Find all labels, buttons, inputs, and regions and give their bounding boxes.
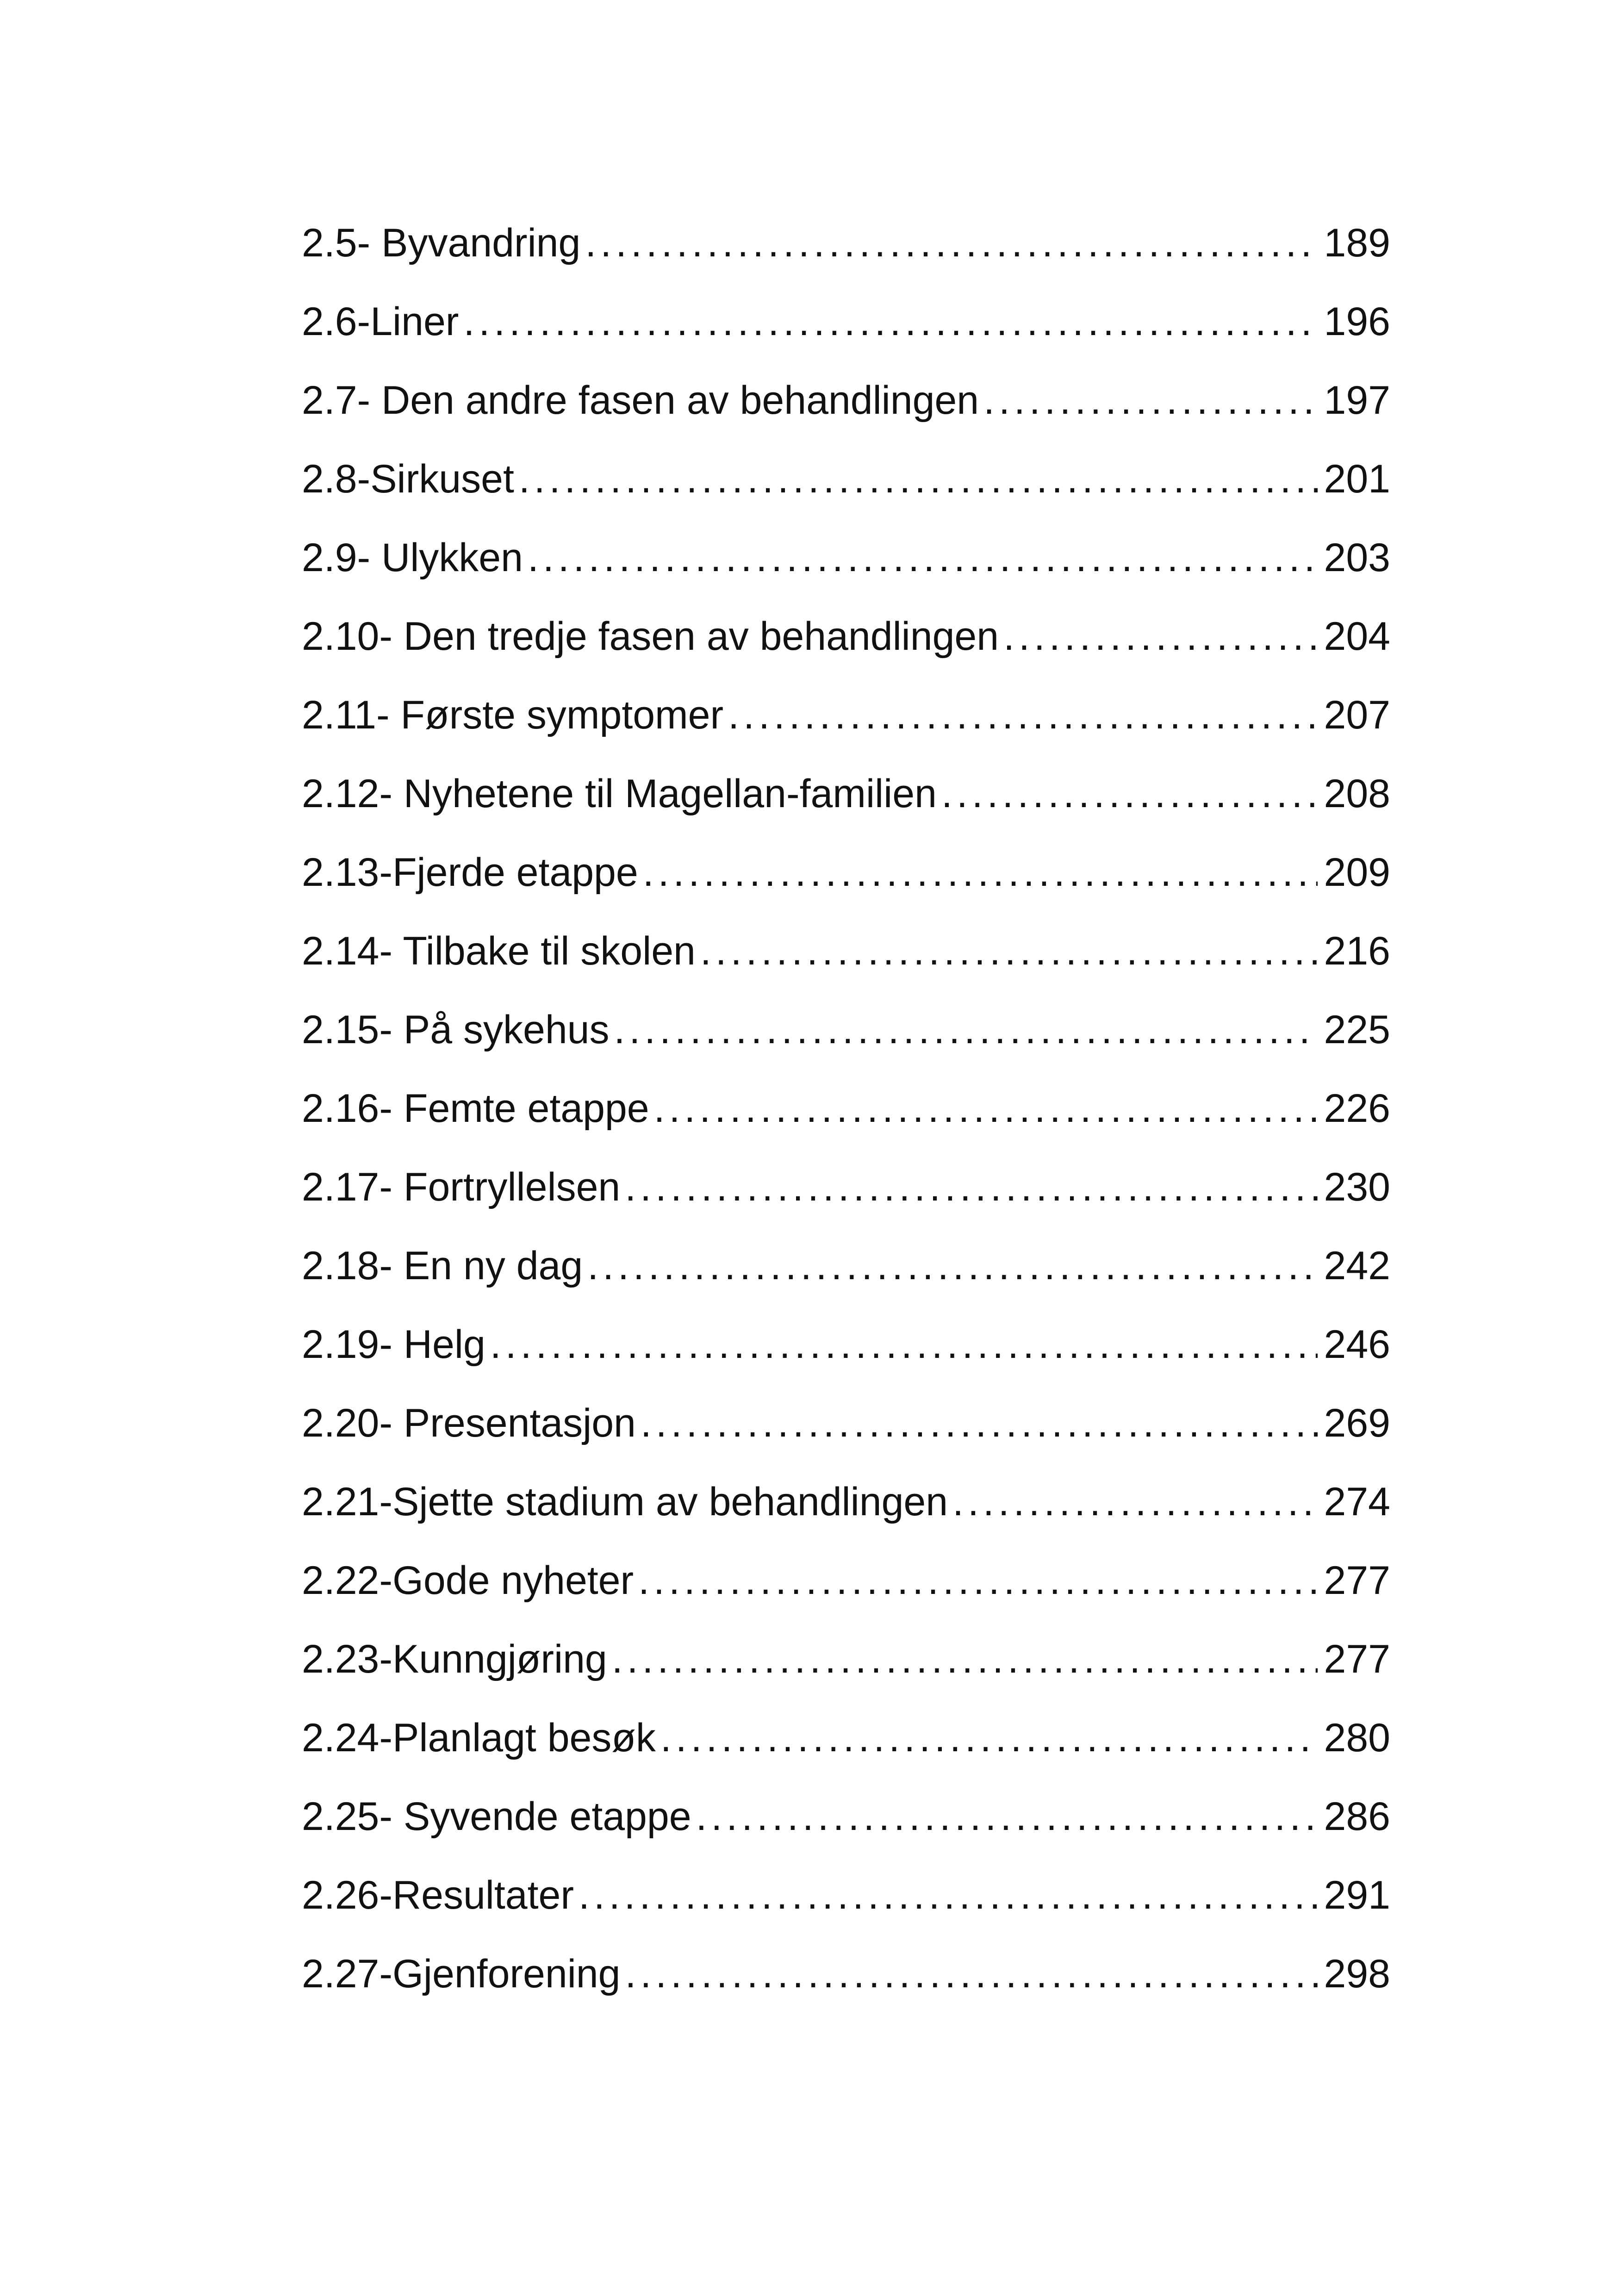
toc-leader-dots — [952, 1462, 1317, 1541]
toc-leader-dots — [696, 1777, 1318, 1856]
toc-entry-title: 2.17- Fortryllelsen — [302, 1165, 621, 1209]
toc-leader-dots — [660, 1699, 1318, 1777]
toc-entry-title: 2.27-Gjenforening — [302, 1952, 621, 1996]
toc-entry-title: 2.24-Planlagt besøk — [302, 1716, 656, 1760]
toc-entry-page: 216 — [1324, 929, 1390, 973]
toc-entry[interactable] — [302, 440, 1390, 518]
toc-entry-title: 2.14- Tilbake til skolen — [302, 929, 696, 973]
toc-entry-page: 277 — [1324, 1637, 1390, 1681]
toc-entry-title: 2.8-Sirkuset — [302, 457, 514, 501]
table-of-contents — [302, 204, 1390, 2013]
toc-entry[interactable] — [302, 1148, 1390, 1226]
toc-entry-page: 203 — [1324, 535, 1390, 580]
toc-leader-dots — [625, 1935, 1317, 2013]
toc-entry[interactable] — [302, 204, 1390, 282]
toc-entry-page: 286 — [1324, 1794, 1390, 1839]
toc-entry[interactable] — [302, 1620, 1390, 1699]
toc-entry-page: 277 — [1324, 1558, 1390, 1603]
toc-entry[interactable] — [302, 1541, 1390, 1620]
toc-entry-title: 2.21-Sjette stadium av behandlingen — [302, 1480, 948, 1524]
toc-entry[interactable] — [302, 1699, 1390, 1777]
toc-leader-dots — [700, 912, 1318, 990]
toc-leader-dots — [941, 754, 1318, 833]
toc-entry-title: 2.19- Helg — [302, 1322, 485, 1367]
toc-entry-page: 209 — [1324, 850, 1390, 895]
toc-entry-page: 197 — [1324, 378, 1390, 423]
toc-entry[interactable] — [302, 518, 1390, 597]
toc-entry-page: 201 — [1324, 457, 1390, 501]
toc-leader-dots — [579, 1856, 1318, 1935]
toc-entry-page: 230 — [1324, 1165, 1390, 1209]
toc-entry-page: 196 — [1324, 299, 1390, 344]
toc-leader-dots — [643, 833, 1318, 912]
toc-leader-dots — [587, 1226, 1317, 1305]
toc-entry[interactable] — [302, 597, 1390, 676]
toc-entry[interactable] — [302, 833, 1390, 912]
toc-entry-title: 2.7- Den andre fasen av behandlingen — [302, 378, 979, 423]
toc-entry-title: 2.16- Femte etappe — [302, 1086, 649, 1131]
toc-entry-title: 2.15- På sykehus — [302, 1008, 610, 1052]
toc-leader-dots — [463, 282, 1317, 361]
toc-entry-page: 189 — [1324, 221, 1390, 265]
toc-leader-dots — [625, 1148, 1317, 1226]
toc-entry-page: 208 — [1324, 772, 1390, 816]
toc-entry[interactable] — [302, 361, 1390, 440]
toc-entry[interactable] — [302, 1856, 1390, 1935]
toc-entry-page: 269 — [1324, 1401, 1390, 1445]
toc-entry-title: 2.12- Nyhetene til Magellan-familien — [302, 772, 937, 816]
toc-entry-page: 225 — [1324, 1008, 1390, 1052]
toc-entry[interactable] — [302, 1777, 1390, 1856]
toc-entry-title: 2.10- Den tredje fasen av behandlingen — [302, 614, 999, 659]
toc-leader-dots — [654, 1069, 1318, 1148]
toc-entry-title: 2.6-Liner — [302, 299, 459, 344]
toc-leader-dots — [638, 1541, 1317, 1620]
toc-leader-dots — [1003, 597, 1317, 676]
toc-entry-page: 291 — [1324, 1873, 1390, 1917]
toc-entry-page: 246 — [1324, 1322, 1390, 1367]
toc-leader-dots — [612, 1620, 1318, 1699]
toc-leader-dots — [728, 676, 1317, 754]
toc-entry[interactable] — [302, 1935, 1390, 2013]
toc-entry[interactable] — [302, 282, 1390, 361]
toc-leader-dots — [614, 990, 1317, 1069]
toc-entry-page: 226 — [1324, 1086, 1390, 1131]
toc-entry[interactable] — [302, 1462, 1390, 1541]
toc-entry[interactable] — [302, 676, 1390, 754]
toc-entry-title: 2.9- Ulykken — [302, 535, 523, 580]
toc-entry-page: 204 — [1324, 614, 1390, 659]
toc-leader-dots — [983, 361, 1317, 440]
toc-entry-page: 274 — [1324, 1480, 1390, 1524]
toc-entry-title: 2.18- En ny dag — [302, 1244, 583, 1288]
toc-entry-page: 298 — [1324, 1952, 1390, 1996]
toc-entry-title: 2.25- Syvende etappe — [302, 1794, 691, 1839]
toc-entry-title: 2.23-Kunngjøring — [302, 1637, 607, 1681]
toc-entry-page: 242 — [1324, 1244, 1390, 1288]
toc-entry[interactable] — [302, 1069, 1390, 1148]
toc-entry[interactable] — [302, 912, 1390, 990]
toc-entry-title: 2.22-Gode nyheter — [302, 1558, 634, 1603]
toc-entry[interactable] — [302, 1305, 1390, 1384]
toc-entry-title: 2.11- Første symptomer — [302, 693, 724, 737]
toc-entry-title: 2.26-Resultater — [302, 1873, 574, 1917]
toc-entry[interactable] — [302, 990, 1390, 1069]
toc-leader-dots — [585, 204, 1317, 282]
toc-leader-dots — [641, 1384, 1318, 1462]
toc-entry-title: 2.5- Byvandring — [302, 221, 581, 265]
toc-leader-dots — [528, 518, 1318, 597]
toc-entry-page: 207 — [1324, 693, 1390, 737]
toc-entry[interactable] — [302, 1226, 1390, 1305]
toc-entry-title: 2.13-Fjerde etappe — [302, 850, 638, 895]
toc-entry-title: 2.20- Presentasjon — [302, 1401, 636, 1445]
toc-leader-dots — [519, 440, 1318, 518]
toc-entry-page: 280 — [1324, 1716, 1390, 1760]
toc-leader-dots — [490, 1305, 1318, 1384]
toc-entry[interactable] — [302, 1384, 1390, 1462]
toc-entry[interactable] — [302, 754, 1390, 833]
